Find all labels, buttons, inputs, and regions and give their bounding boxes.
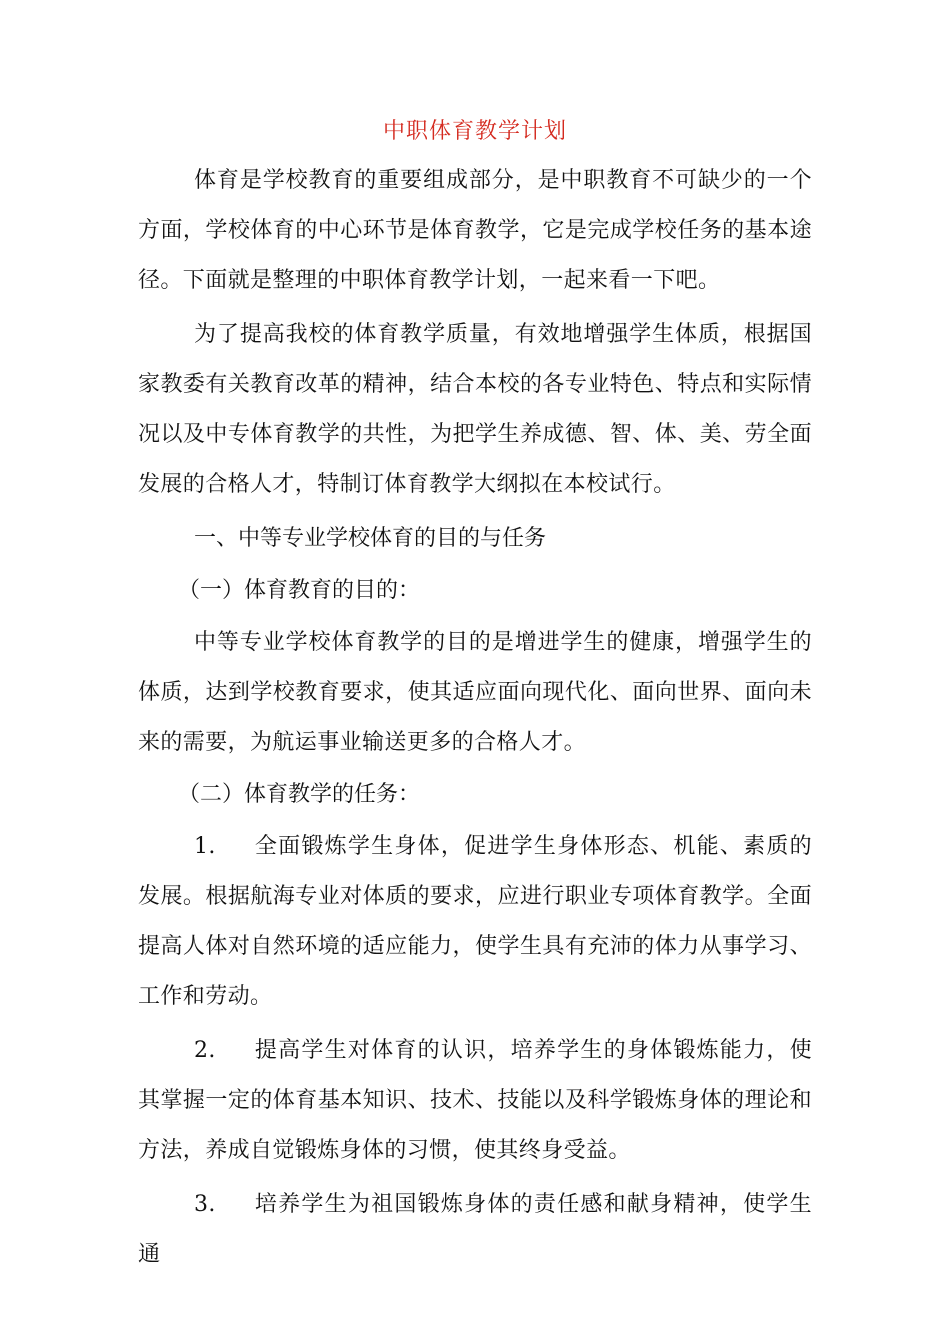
intro-paragraph: 体育是学校教育的重要组成部分，是中职教育不可缺少的一个方面，学校体育的中心环节是体育教学，它是完成学校任务的基本途径。下面就是整理的中职体育教学计划，一起来看一下吧。 xyxy=(138,168,812,293)
list-item xyxy=(138,1180,812,1280)
list-item xyxy=(138,822,812,1022)
subsection-heading-tasks: （二）体育教学的任务： xyxy=(178,782,421,807)
list-item-number: 1. xyxy=(194,834,216,859)
document-page xyxy=(138,112,812,1280)
list-item-text: 提高学生对体育的认识，培养学生的身体锻炼能力，使其掌握一定的体育基本知识、技术、技能以及科学锻炼身体的理论和方法，养成自觉锻炼身体的习惯，使其终身受益。 xyxy=(138,1038,812,1163)
list-item-number: 2. xyxy=(194,1038,216,1063)
list-item-text: 培养学生为祖国锻炼身体的责任感和献身精神，使学生通 xyxy=(138,1192,812,1267)
purpose-text: 中等专业学校体育教学的目的是增进学生的健康，增强学生的体质，达到学校教育要求，使其适应面向现代化、面向世界、面向未来的需要，为航运事业输送更多的合格人才。 xyxy=(138,630,812,755)
list-item-text: 全面锻炼学生身体，促进学生身体形态、机能、素质的发展。根据航海专业对体质的要求，应进行职业专项体育教学。全面提高人体对自然环境的适应能力，使学生具有充沛的体力从事学习、工作和劳动。 xyxy=(138,834,812,1009)
list-item xyxy=(138,1026,812,1176)
section-heading: 一、中等专业学校体育的目的与任务 xyxy=(194,526,547,551)
purpose-paragraph: 为了提高我校的体育教学质量，有效地增强学生体质，根据国家教委有关教育改革的精神，结合本校的各专业特色、特点和实际情况以及中专体育教学的共性，为把学生养成德、智、体、美、劳全面发展的合格人才，特制订体育教学大纲拟在本校试行。 xyxy=(138,322,812,497)
document-title: 中职体育教学计划 xyxy=(382,119,567,144)
subsection-heading-purpose: （一）体育教育的目的： xyxy=(178,578,421,603)
list-item-number: 3. xyxy=(194,1192,216,1217)
